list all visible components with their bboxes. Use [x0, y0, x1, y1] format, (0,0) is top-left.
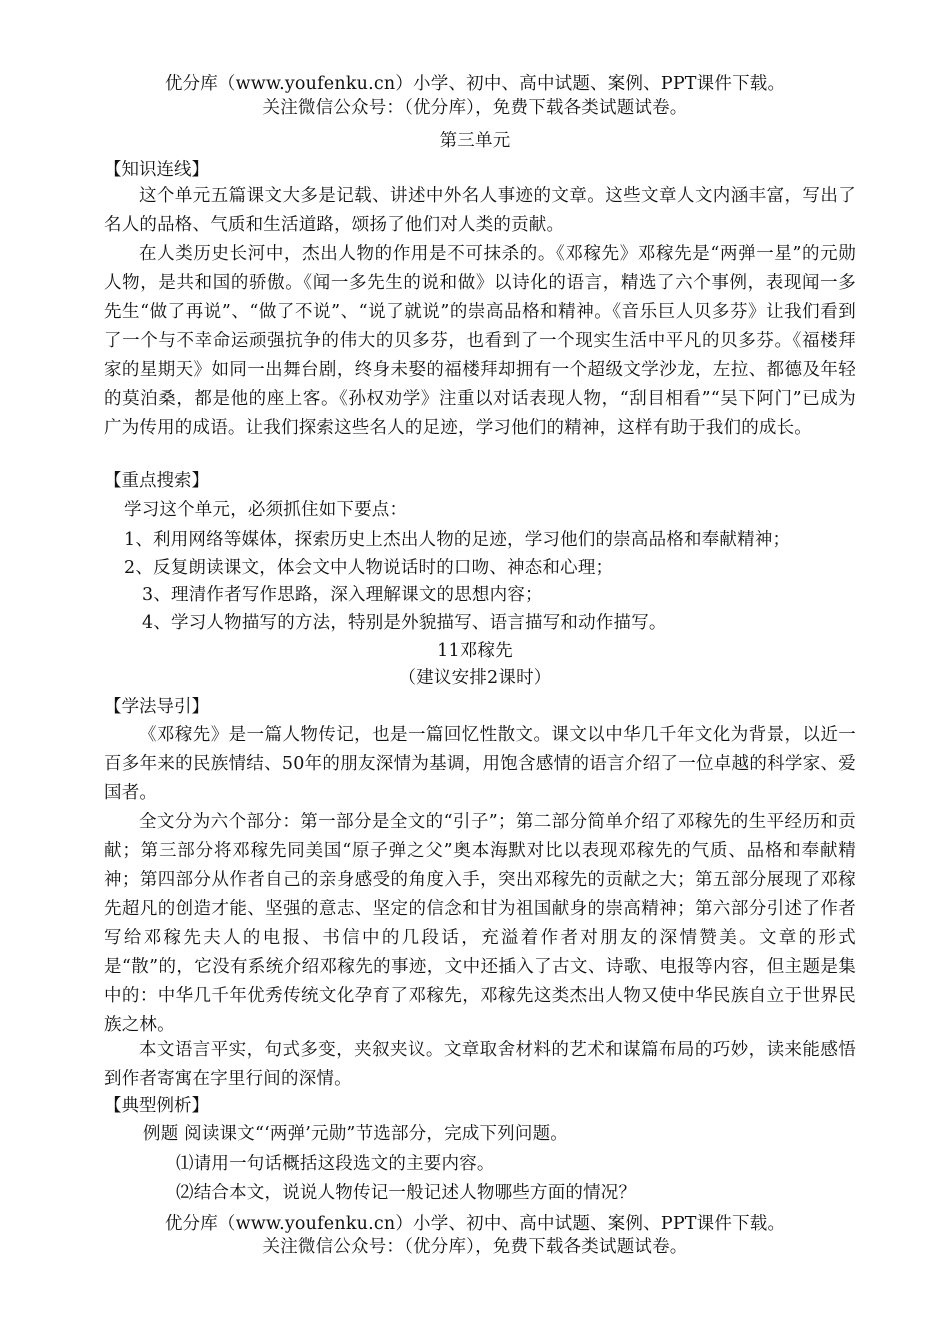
footer-line-2: 关注微信公众号：（优分库），免费下载各类试题试卷。	[262, 1237, 688, 1257]
method-heading: 【学法导引】	[104, 697, 209, 717]
example-prompt: 例题 阅读课文“‘两弹’元勋”节选部分，完成下列问题。	[143, 1124, 568, 1144]
method-paragraph-1: 《邓稼先》是一篇人物传记，也是一篇回忆性散文。课文以中华几千年文化为背景，以近一百多年来的民族情结、50年的朋友深情为基调，用饱含感情的语言介绍了一位卓越的科学家、爱国者。	[104, 725, 856, 803]
focus-item-4: 4、学习人物描写的方法，特别是外貌描写、语言描写和动作描写。	[142, 613, 667, 633]
header-line-1: 优分库（www.youfenku.cn）小学、初中、高中试题、案例、PPT课件下载。	[164, 74, 786, 94]
focus-item-2: 2、反复朗读课文，体会文中人物说话时的口吻、神态和心理；	[124, 558, 614, 578]
method-paragraph-3: 本文语言平实，句式多变，夹叙夹议。文章取舍材料的艺术和谋篇布局的巧妙，读来能感悟到作者寄寓在字里行间的深情。	[104, 1040, 856, 1089]
focus-intro: 学习这个单元，必须抓住如下要点：	[124, 500, 408, 520]
header-line-2: 关注微信公众号：（优分库），免费下载各类试题试卷。	[262, 98, 688, 118]
example-question-1: ⑴请用一句话概括这段选文的主要内容。	[176, 1154, 495, 1174]
knowledge-heading: 【知识连线】	[104, 160, 209, 180]
focus-item-3: 3、理清作者写作思路，深入理解课文的思想内容；	[142, 585, 543, 605]
lesson-subtitle: （建议安排2课时）	[398, 668, 552, 688]
footer-line-1: 优分库（www.youfenku.cn）小学、初中、高中试题、案例、PPT课件下载。	[164, 1214, 786, 1234]
unit-title: 第三单元	[439, 131, 511, 151]
focus-item-1: 1、利用网络等媒体，探索历史上杰出人物的足迹，学习他们的崇高品格和奉献精神；	[124, 530, 791, 550]
example-heading: 【典型例析】	[104, 1096, 209, 1116]
knowledge-paragraph-2: 在人类历史长河中，杰出人物的作用是不可抹杀的。《邓稼先》邓稼先是“两弹一星”的元勋人物，是共和国的骄傲。《闻一多先生的说和做》以诗化的语言，精选了六个事例，表现闻一多先生“做了再说”、“做了不说”、“说了就说”的崇高品格和精神。《音乐巨人贝多芬》让我们看到了一个与不幸命运顽强抗争的伟大的贝多芬，也看到了一个现实生活中平凡的贝多芬。《福楼拜家的星期天》如同一出舞台剧，终身未娶的福楼拜却拥有一个超级文学沙龙，左拉、都德及年轻的莫泊桑，都是他的座上客。《孙权劝学》注重以对话表现人物，“刮目相看”“吴下阿门”已成为广为传用的成语。让我们探索这些名人的足迹，学习他们的精神，这样有助于我们的成长。	[104, 244, 856, 438]
lesson-title: 11邓稼先	[437, 641, 513, 661]
example-question-2: ⑵结合本文，说说人物传记一般记述人物哪些方面的情况？	[176, 1183, 637, 1203]
focus-heading: 【重点搜索】	[104, 471, 209, 491]
knowledge-paragraph-1: 这个单元五篇课文大多是记载、讲述中外名人事迹的文章。这些文章人文内涵丰富，写出了名人的品格、气质和生活道路，颂扬了他们对人类的贡献。	[104, 186, 856, 235]
method-paragraph-2: 全文分为六个部分：第一部分是全文的“引子”；第二部分简单介绍了邓稼先的生平经历和贡献；第三部分将邓稼先同美国“原子弹之父”奥本海默对比以表现邓稼先的气质、品格和奉献精神；第四部分从作者自己的亲身感受的角度入手，突出邓稼先的贡献之大；第五部分展现了邓稼先超凡的创造才能、坚强的意志、坚定的信念和甘为祖国献身的崇高精神；第六部分引述了作者写给邓稼先夫人的电报、书信中的几段话，充溢着作者对朋友的深情赞美。文章的形式是“散”的，它没有系统介绍邓稼先的事迹，文中还插入了古文、诗歌、电报等内容，但主题是集中的：中华几千年优秀传统文化孕育了邓稼先，邓稼先这类杰出人物又使中华民族自立于世界民族之林。	[104, 812, 856, 1035]
